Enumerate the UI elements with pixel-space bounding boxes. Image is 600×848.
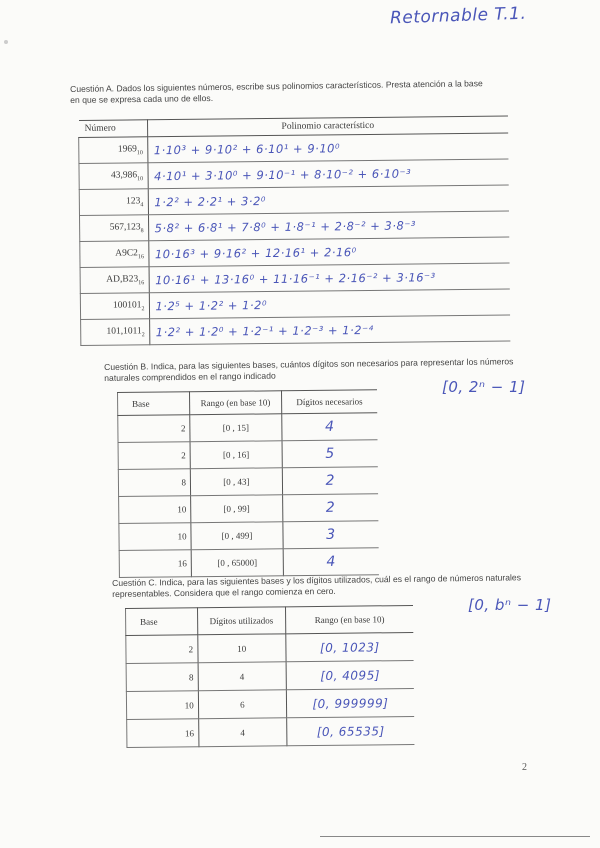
table-row: [118, 440, 378, 470]
polynomial-cell: 1·2² + 2·2¹ + 3·2⁰: [148, 185, 509, 215]
base-cell: 10: [119, 523, 191, 551]
scan-dot: [4, 40, 8, 44]
digits-cell: 2: [282, 494, 378, 522]
number-cell: $AD,B23_{16}$: [80, 267, 149, 294]
range-cell: [0 , 99]: [191, 495, 283, 523]
header-base: Base: [118, 392, 190, 416]
range-cell: [0 , 15]: [190, 414, 282, 442]
polynomial-cell: 1·10³ + 9·10² + 6·10¹ + 9·10⁰: [147, 133, 508, 163]
table-row: [119, 521, 379, 551]
question-c-label: Cuestión C.: [112, 577, 158, 588]
base-cell: 16: [119, 550, 191, 578]
table-c: [125, 605, 414, 748]
range-cell: [0 , 65000]: [191, 549, 283, 577]
base-cell: 16: [127, 719, 199, 748]
polynomial-cell: 1·2⁵ + 1·2² + 1·2⁰: [149, 289, 510, 319]
table-row: [126, 632, 414, 663]
header-rango: Rango (en base 10): [285, 605, 413, 633]
question-c-note: [0, bⁿ − 1]: [468, 596, 552, 614]
table-row: [81, 315, 511, 345]
polynomial-cell: 10·16¹ + 13·16⁰ + 11·16⁻¹ + 2·16⁻² + 3·16⁻³: [149, 263, 510, 293]
number-cell: $100101_2$: [80, 293, 149, 320]
digits-cell: 4: [283, 548, 379, 576]
base-cell: 2: [118, 442, 190, 470]
table-b: [117, 389, 379, 578]
digits-cell: 4: [198, 662, 286, 691]
table-row: [118, 413, 378, 443]
base-cell: 8: [118, 469, 190, 497]
question-a-text: Dados los siguientes números, escribe sus polinomios característicos. Presta atención a la base en que se expresa cada uno de ellos.: [70, 78, 483, 105]
digits-cell: 4: [281, 413, 377, 441]
number-cell: $101,1011_2$: [81, 319, 150, 346]
table-row: [127, 716, 415, 747]
question-b-note: [0, 2ⁿ − 1]: [442, 378, 526, 396]
base-cell: 2: [118, 415, 190, 443]
header-digitos: Dígitos necesarios: [281, 390, 377, 414]
range-cell: [0, 4095]: [286, 660, 414, 689]
range-cell: [0 , 43]: [190, 468, 282, 496]
table-row: [126, 688, 414, 719]
question-a: [70, 78, 490, 106]
number-cell: $123_4$: [79, 189, 148, 216]
digits-cell: 10: [197, 634, 285, 663]
number-cell: $567,123_8$: [80, 215, 149, 242]
question-b-text: Indica, para las siguientes bases, cuántos dígitos son necesarios para representar los números naturales comprendidos en el rango indicado: [104, 356, 514, 383]
base-cell: 10: [126, 691, 198, 720]
range-cell: [0 , 499]: [191, 522, 283, 550]
header-rango: Rango (en base 10): [190, 391, 282, 415]
question-a-label: Cuestión A.: [70, 83, 115, 94]
header-base: Base: [126, 608, 198, 636]
number-cell: $A9C2_{16}$: [80, 241, 149, 268]
base-cell: 10: [119, 496, 191, 524]
number-cell: $1969_{10}$: [79, 137, 148, 164]
table-row: [118, 467, 378, 497]
table-row: [119, 494, 379, 524]
digits-cell: 6: [198, 690, 286, 719]
bottom-divider: [320, 836, 590, 837]
digits-cell: 2: [282, 467, 378, 495]
number-cell: $43,986_{10}$: [79, 163, 148, 190]
base-cell: 2: [126, 635, 198, 664]
table-a: [78, 115, 510, 345]
question-c-text: Indica, para las siguientes bases y los dígitos utilizados, cuál es el rango de números naturales representables. Considera que el rango comienza en cero.: [112, 572, 522, 599]
table-row: [119, 548, 379, 578]
polynomial-cell: 4·10¹ + 3·10⁰ + 9·10⁻¹ + 8·10⁻² + 6·10⁻³: [147, 159, 508, 189]
digits-cell: 3: [283, 521, 379, 549]
polynomial-cell: 5·8² + 6·8¹ + 7·8⁰ + 1·8⁻¹ + 2·8⁻² + 3·8⁻³: [148, 211, 509, 241]
table-row: [126, 660, 414, 691]
range-cell: [0, 1023]: [286, 632, 414, 661]
polynomial-cell: 10·16³ + 9·16² + 12·16¹ + 2·16⁰: [148, 237, 509, 267]
polynomial-cell: 1·2² + 1·2⁰ + 1·2⁻¹ + 1·2⁻³ + 1·2⁻⁴: [149, 315, 510, 345]
header-numero: Número: [79, 120, 148, 138]
range-cell: [0, 999999]: [286, 688, 414, 717]
range-cell: [0, 65535]: [286, 716, 414, 745]
base-cell: 8: [126, 663, 198, 692]
header-note: Retornable T.1.: [389, 3, 527, 29]
range-cell: [0 , 16]: [190, 441, 282, 469]
question-b-label: Cuestión B.: [104, 361, 149, 372]
header-polinomio: Polinomio característico: [147, 116, 508, 137]
digits-cell: 5: [282, 440, 378, 468]
page-number: 2: [522, 762, 527, 773]
digits-cell: 4: [198, 718, 286, 747]
header-digitos-utilizados: Dígitos utilizados: [197, 607, 285, 635]
